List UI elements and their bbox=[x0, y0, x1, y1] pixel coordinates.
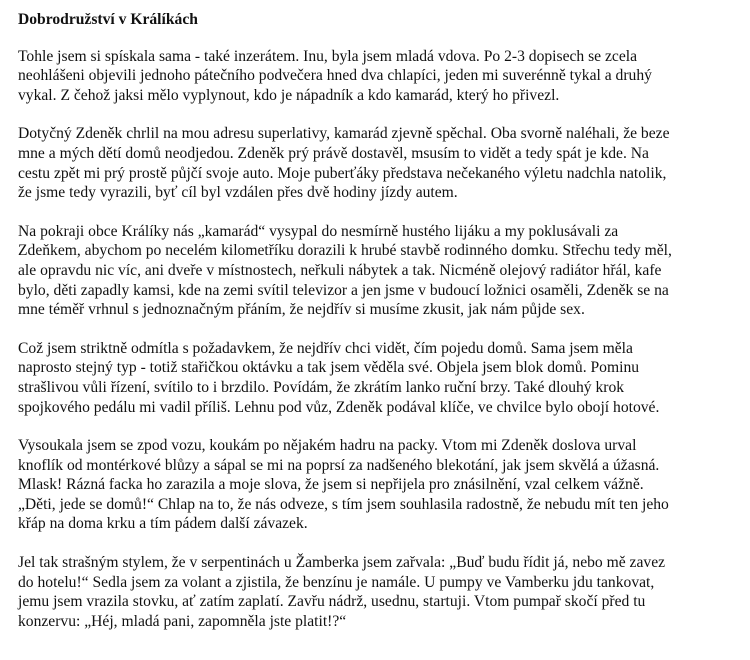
text-line: strašlivou vůli řízení, svítilo to i brzdilo. Povídám, že zkrátím lanko ruční brzy. Také dlouhý krok bbox=[18, 378, 625, 396]
document-page bbox=[18, 10, 738, 650]
text-line: konzervu: „Héj, mladá pani, zapomněla jste platit!?“ bbox=[18, 612, 347, 630]
text-line: cestu zpět mi prý prostě půjčí svoje auto. Moje puberťáky představa nečekaného výletu nadchla natolik, bbox=[18, 164, 667, 182]
text-line: že jsme tedy vyrazili, byť cíl byl vzdálen přes dvě hodiny jízdy autem. bbox=[18, 184, 458, 202]
paragraph-3 bbox=[18, 222, 738, 320]
text-line: jemu jsem vrazila stovku, ať zatím zaplatí. Zavřu nádrž, usednu, startuji. Vtom pumpař skočí před tu bbox=[18, 593, 646, 611]
paragraph-6 bbox=[18, 553, 738, 631]
text-line: Jel tak strašným stylem, že v serpentinách u Žamberka jsem zařvala: „Buď budu řídit já, nebo mě zavez bbox=[18, 554, 666, 572]
text-line: spojkového pedálu mi vadil příliš. Lehnu pod vůz, Zdeněk podával klíče, ve chvilce bylo obojí hotové. bbox=[18, 398, 660, 416]
text-line: „Děti, jede se domů!“ Chlap na to, že nás odveze, s tím jsem souhlasila radostně, že nebudu mít ten jeho bbox=[18, 495, 669, 513]
text-line: Což jsem striktně odmítla s požadavkem, že nejdřív chci vidět, čím pojedu domů. Sama jsem měla bbox=[18, 339, 633, 357]
text-line: mne a mých dětí domů neodjedou. Zdeněk prý právě dostavěl, msusím to vidět a tedy spát je kde. Na bbox=[18, 144, 649, 162]
paragraph-4 bbox=[18, 339, 738, 417]
text-line: naprosto stejný typ - totiž stařičkou oktávku a tak jsem věděla své. Objela jsem blok domů. Pominu bbox=[18, 359, 640, 377]
text-line: křáp na doma krku a tím pádem další závazek. bbox=[18, 515, 308, 533]
text-line: mne téměř vrhnul s jednoznačným přáním, že nejdřív si musíme zkusit, jak nám půjde sex. bbox=[18, 301, 585, 319]
text-line: vykal. Z čehož jaksi mělo vyplynout, kdo je nápadník a kdo kamarád, který ho přivezl. bbox=[18, 86, 560, 104]
text-line: Mlask! Rázná facka ho zarazila a moje slova, že jsem si nepřijela pro znásilnění, vzal celkem vážně. bbox=[18, 476, 644, 494]
text-line: Zdeňkem, abychom po necelém kilometříku dorazili k hrubé stavbě rodinného domku. Střechu tedy měl, bbox=[18, 242, 672, 260]
text-line: Dotyčný Zdeněk chrlil na mou adresu superlativy, kamarád zjevně spěchal. Oba svorně naléhali, že beze bbox=[18, 125, 670, 143]
document-title: Dobrodružství v Králíkách bbox=[18, 11, 198, 28]
paragraph-1 bbox=[18, 47, 738, 106]
text-line: Na pokraji obce Králíky nás „kamarád“ vysypal do nesmírně hustého lijáku a my poklusávali za bbox=[18, 222, 619, 240]
text-line: Vysoukala jsem se zpod vozu, koukám po nějakém hadru na packy. Vtom mi Zdeněk doslova urval bbox=[18, 437, 637, 455]
text-line: ale opravdu nic víc, ani dveře v místnostech, neřkuli nábytek a tak. Nicméně olejový radiátor hřál, kafe bbox=[18, 261, 662, 279]
text-line: Tohle jsem si spískala sama - také inzerátem. Inu, byla jsem mladá vdova. Po 2-3 dopisech se zcela bbox=[18, 47, 638, 65]
text-line: knoflík od montérkové blůzy a sápal se mi na poprsí za nadšeného blekotání, jak jsem skvělá a úžasná. bbox=[18, 456, 660, 474]
text-line: bylo, děti zapadly kamsi, kde na zemi svítil televizor a jen jsme v budoucí ložnici osaměli, Zdeněk se na bbox=[18, 281, 669, 299]
paragraph-5 bbox=[18, 436, 738, 534]
text-line: neohlášeni objevili jednoho pátečního podvečera hned dva chlapíci, jeden mi suverénně tykal a druhý bbox=[18, 67, 652, 85]
paragraph-2 bbox=[18, 124, 738, 202]
text-line: do hotelu!“ Sedla jsem za volant a zjistila, že benzínu je namále. U pumpy ve Vamberku jdu tankovat, bbox=[18, 573, 655, 591]
